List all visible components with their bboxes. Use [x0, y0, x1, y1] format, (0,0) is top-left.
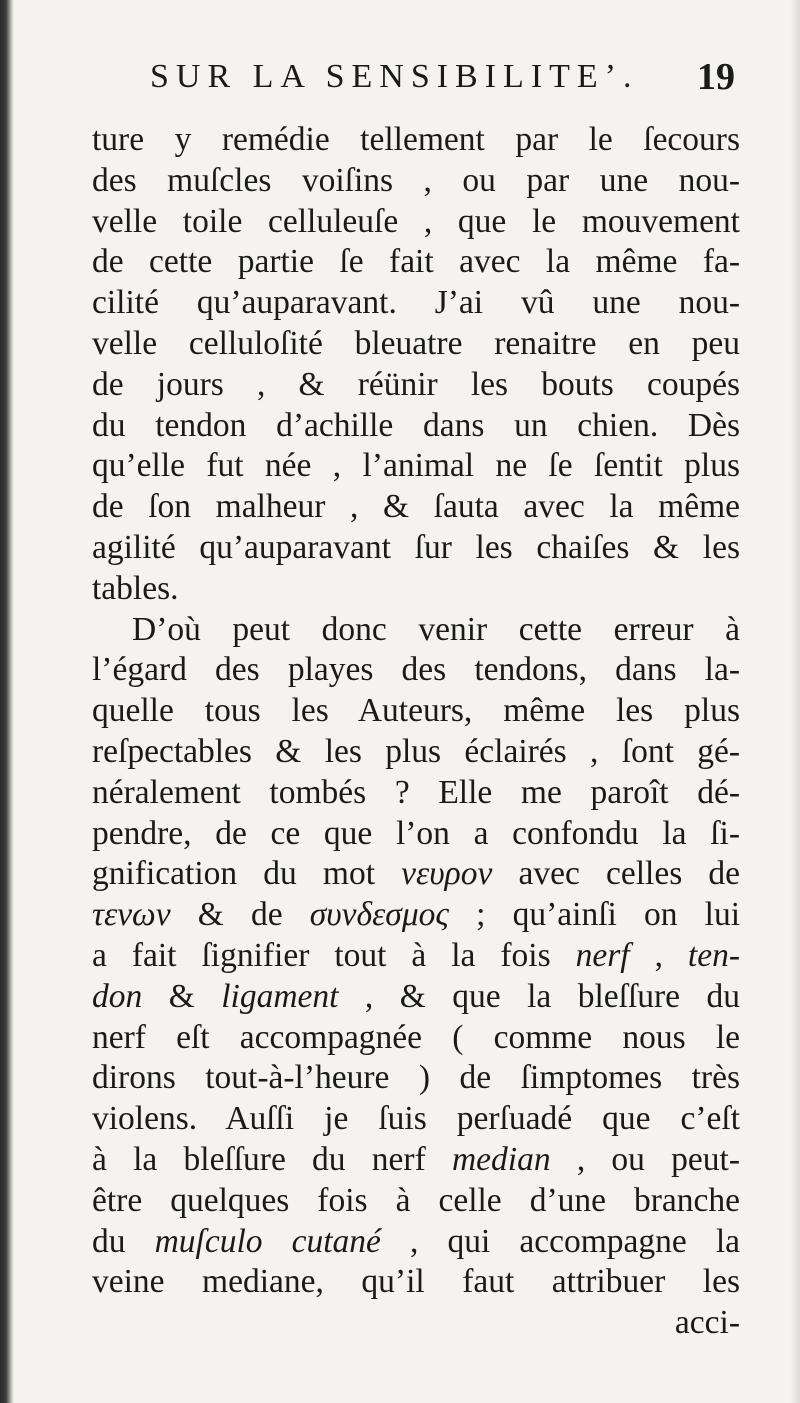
text-line: [92, 610, 740, 651]
italic-text: ligament: [221, 977, 339, 1015]
page-number: 19: [697, 56, 735, 98]
text-run: a fait ſignifier tout à la fois: [92, 936, 576, 974]
text-run: reſpectables & les plus éclairés , ſont gé-: [92, 732, 740, 770]
text-line: [92, 1222, 740, 1263]
text-run: de jours , & réünir les bouts coupés: [92, 365, 740, 403]
text-run: , & que la bleſſure du: [338, 977, 740, 1015]
italic-text: τενων: [92, 896, 171, 934]
text-line: [92, 324, 740, 365]
text-line: [92, 365, 740, 406]
text-line: [92, 977, 740, 1018]
text-run: des muſcles voiſins , ou par une nou-: [92, 161, 740, 199]
text-line: [92, 569, 740, 610]
text-run: tables.: [92, 569, 179, 607]
text-run: de cette partie ſe fait avec la même fa-: [92, 243, 740, 281]
text-line: [92, 650, 740, 691]
text-run: à la bleſſure du nerf: [92, 1140, 452, 1178]
text-run: cilité qu’auparavant. J’ai vû une nou-: [92, 284, 740, 322]
text-run: du tendon d’achille dans un chien. Dès: [92, 406, 740, 444]
text-run: veine mediane, qu’il faut attribuer les: [92, 1263, 740, 1301]
text-line: [92, 528, 740, 569]
text-run: du: [92, 1222, 155, 1260]
text-line: [92, 283, 740, 324]
text-line: [92, 773, 740, 814]
text-line: [92, 446, 740, 487]
text-run: &: [142, 977, 222, 1015]
text-line: [92, 1058, 740, 1099]
text-run: qu’elle fut née , l’animal ne ſe ſentit plus: [92, 447, 740, 485]
text-run: , ou peut-: [550, 1140, 740, 1178]
text-run: avec celles de: [492, 855, 740, 893]
text-run: néralement tombés ? Elle me paroît dé-: [92, 773, 740, 811]
text-line: [92, 406, 740, 447]
italic-text: muſculo cutané: [154, 1222, 381, 1260]
text-run: ,: [629, 936, 688, 974]
text-run: gnification du mot: [92, 855, 402, 893]
text-run: nerf eſt accompagnée ( comme nous le: [92, 1018, 740, 1056]
text-run: ture y remédie tellement par le ſecours: [92, 121, 740, 158]
text-run: ; qu’ainſi on lui: [448, 896, 740, 934]
text-run: être quelques fois à celle d’une branche: [92, 1181, 740, 1219]
text-line: [92, 895, 740, 936]
running-head: [150, 52, 735, 102]
text-line: [92, 814, 740, 855]
text-line: [92, 854, 740, 895]
text-line: [92, 1140, 740, 1181]
italic-text: ten-: [687, 936, 740, 974]
text-line: [92, 1018, 740, 1059]
text-run: acci-: [674, 1304, 740, 1342]
text-run: & de: [170, 896, 310, 934]
text-run: velle celluloſité bleuatre renaitre en peu: [92, 324, 740, 362]
text-run: l’égard des playes des tendons, dans la-: [92, 651, 740, 689]
text-line: [92, 732, 740, 773]
text-line: [92, 487, 740, 528]
text-run: agilité qu’auparavant ſur les chaiſes & les: [92, 528, 740, 566]
text-line: [92, 161, 740, 202]
text-line: [92, 1262, 740, 1303]
italic-text: don: [92, 977, 143, 1015]
italic-text: συνδεσμος: [309, 896, 449, 934]
text-line: [92, 1181, 740, 1222]
text-run: velle toile celluleuſe , que le mouvement: [92, 202, 740, 240]
italic-text: median: [451, 1140, 551, 1178]
text-run: violens. Auſſi je ſuis perſuadé que c’eſt: [92, 1100, 740, 1138]
text-run: D’où peut donc venir cette erreur à: [132, 610, 740, 648]
italic-text: nerf: [575, 936, 630, 974]
text-line: [92, 202, 740, 243]
text-line: [92, 936, 740, 977]
text-line: [92, 691, 740, 732]
running-title: SUR LA SENSIBILITE’.: [150, 58, 639, 95]
text-line: [92, 242, 740, 283]
text-line: [92, 120, 740, 161]
text-line: [92, 1099, 740, 1140]
text-run: quelle tous les Auteurs, même les plus: [92, 692, 740, 730]
italic-text: νευρον: [401, 855, 493, 893]
text-run: , qui accompagne la: [380, 1222, 740, 1260]
body-text: [92, 120, 740, 1344]
text-run: pendre, de ce que l’on a confondu la ſi-: [92, 814, 740, 852]
text-run: dirons tout-à-l’heure ) de ſimptomes très: [92, 1059, 740, 1097]
catchword: [92, 1303, 740, 1344]
text-run: de ſon malheur , & ſauta avec la même: [92, 488, 740, 526]
